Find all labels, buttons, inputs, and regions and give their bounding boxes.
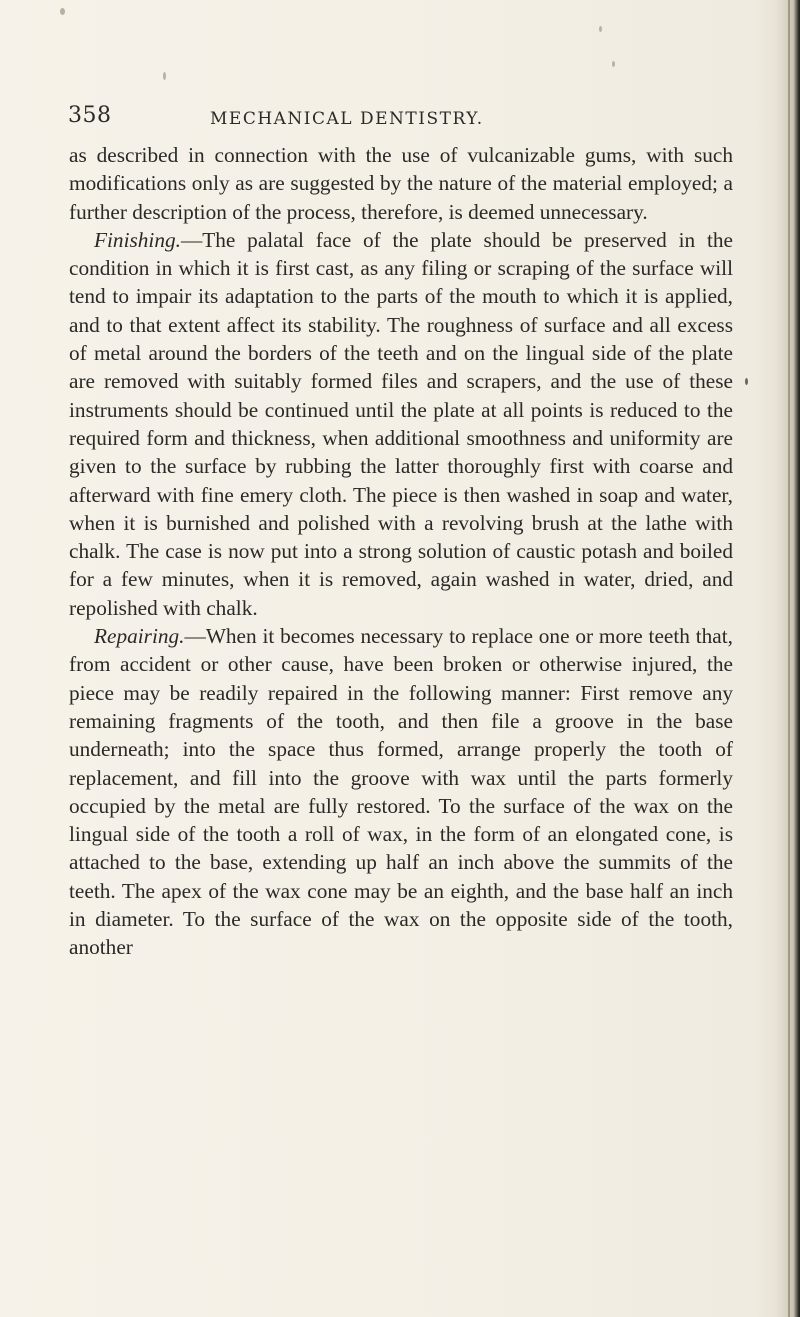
paragraph-repairing bbox=[69, 622, 733, 962]
running-head: MECHANICAL DENTISTRY. bbox=[210, 109, 484, 129]
paper-speck bbox=[163, 72, 166, 80]
page-edge-shadow bbox=[756, 0, 800, 1317]
paper-speck bbox=[599, 26, 602, 32]
paragraph-text: —When it becomes necessary to replace one or more teeth that, from accident or other cause, have been broken or otherwise injured, the piece may be readily repaired in the following manner: First remove any remaining fragments of the tooth, and then file a groove in the base underneath; into the space thus formed, arrange properly the tooth of replacement, and fill into the groove with wax until the parts formerly occupied by the metal are fully restored. To the surface of the wax on the lingual side of the tooth a roll of wax, in the form of an elongated cone, is attached to the base, extending up half an inch above the summits of the teeth. The apex of the wax cone may be an eighth, and the base half an inch in diameter. To the surface of the wax on the opposite side of the tooth, another bbox=[69, 624, 733, 960]
page-edge-line bbox=[788, 0, 790, 1317]
paragraph-finishing bbox=[69, 226, 733, 622]
section-lead-repairing: Repairing. bbox=[94, 624, 185, 649]
paragraph bbox=[69, 141, 733, 226]
page-number: 358 bbox=[68, 103, 112, 128]
section-lead-finishing: Finishing. bbox=[94, 227, 181, 252]
paragraph-text: —The palatal face of the plate should be preserved in the condition in which it is first cast, as any filing or scraping of the surface will tend to impair its adaptation to the parts of the mouth to which it is applied, and to that extent affect its stability. The roughness of surface and all excess of metal around the borders of the teeth and on the lingual side of the plate are removed with suitably formed files and scrapers, and the use of these instruments should be continued until the plate at all points is reduced to the required form and thickness, when additional smoothness and uniformity are given to the surface by rubbing the latter thoroughly first with coarse and afterward with fine emery cloth. The piece is then washed in soap and water, when it is burnished and polished with a revolving brush at the lathe with chalk. The case is now put into a strong solution of caustic potash and boiled for a few minutes, when it is removed, again washed in water, dried, and repolished with chalk. bbox=[69, 227, 733, 620]
paper-speck bbox=[612, 61, 615, 67]
paragraph-text: as described in connection with the use of vulcanizable gums, with such modifications only as are suggested by the nature of the material employed; a further description of the process, therefore, is deemed unnecessary. bbox=[69, 143, 733, 224]
page-header bbox=[68, 103, 733, 135]
body-text bbox=[69, 141, 733, 962]
margin-mark bbox=[745, 378, 748, 385]
paper-speck bbox=[60, 8, 65, 15]
